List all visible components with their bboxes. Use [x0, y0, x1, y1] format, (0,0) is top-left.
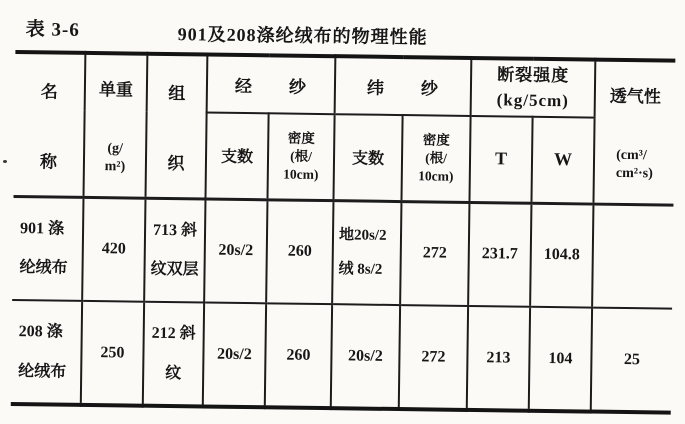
cell-weft-density: 272 — [399, 305, 468, 410]
table-row-901 — [12, 196, 673, 309]
cell-name: 208 涤 纶绒布 — [18, 323, 67, 381]
header-air-permeability — [593, 60, 675, 205]
header-weave-line1: 组 — [168, 83, 186, 103]
header-warp-density: 密度 (根/ 10cm) — [267, 113, 334, 200]
header-strength-w: W — [531, 117, 594, 204]
header-unit-weight-label: 单重 — [98, 80, 134, 100]
table-title: 901及208涤纶绒布的物理性能 — [177, 24, 428, 48]
header-name-stack — [14, 54, 85, 195]
header-strength-t: T — [469, 116, 532, 203]
header-weft-group: 纬 纱 — [335, 56, 472, 116]
header-weave-line2: 织 — [167, 153, 185, 173]
header-unit-weight — [84, 53, 148, 198]
table-number-label: 表 3-6 — [25, 19, 80, 41]
header-name — [14, 52, 86, 197]
header-name-line2: 称 — [39, 152, 58, 172]
cell-name: 901 涤 纶绒布 — [12, 196, 83, 301]
scan-content — [11, 6, 680, 415]
cell-weft-density: 272 — [400, 201, 469, 306]
cell-strength-w: 104 — [529, 307, 592, 412]
cell-strength-t: 231.7 — [468, 202, 531, 307]
cell-weight: 250 — [81, 301, 144, 406]
cell-permeability: 25 — [591, 308, 672, 413]
cell-weave: 713 斜 纹双层 — [144, 198, 205, 303]
cell-strength-w: 104.8 — [530, 203, 593, 308]
table-row-208 — [11, 300, 672, 413]
cell-warp-density: 260 — [266, 199, 333, 304]
cell-weight: 420 — [82, 197, 145, 302]
properties-table — [11, 50, 676, 415]
header-unit-weight-unit: (g/ m²) — [104, 141, 126, 175]
header-weft-density: 密度 (根/ 10cm) — [401, 115, 470, 202]
cell-permeability — [592, 204, 673, 309]
header-unit-weight-stack — [85, 55, 147, 196]
cell-warp-density: 260 — [265, 303, 332, 408]
header-air-permeability-stack — [594, 62, 675, 203]
header-warp-group: 经 纱 — [207, 55, 336, 115]
header-breaking-strength: 断裂强度 (kg/5cm) — [471, 58, 596, 118]
cell-warp-count: 20s/2 — [203, 302, 266, 407]
header-name-line1: 名 — [40, 82, 59, 102]
cell-warp-count: 20s/2 — [204, 198, 267, 303]
header-air-permeability-unit: (cm³/ cm²·s) — [615, 148, 653, 182]
header-row-top — [15, 52, 676, 119]
cell-weft-count: 地20s/2 绒 8s/2 — [332, 200, 401, 305]
header-weft-count: 支数 — [333, 114, 402, 201]
header-weave — [146, 54, 208, 199]
cell-strength-t: 213 — [467, 306, 530, 411]
header-warp-count: 支数 — [205, 113, 268, 200]
header-weave-stack — [147, 56, 207, 197]
cell-weave: 212 斜 纹 — [143, 302, 204, 407]
title-bar — [15, 6, 680, 59]
header-air-permeability-label: 透气性 — [609, 87, 661, 107]
scan-speck — [3, 160, 7, 163]
cell-weft-count: 20s/2 — [331, 304, 400, 409]
